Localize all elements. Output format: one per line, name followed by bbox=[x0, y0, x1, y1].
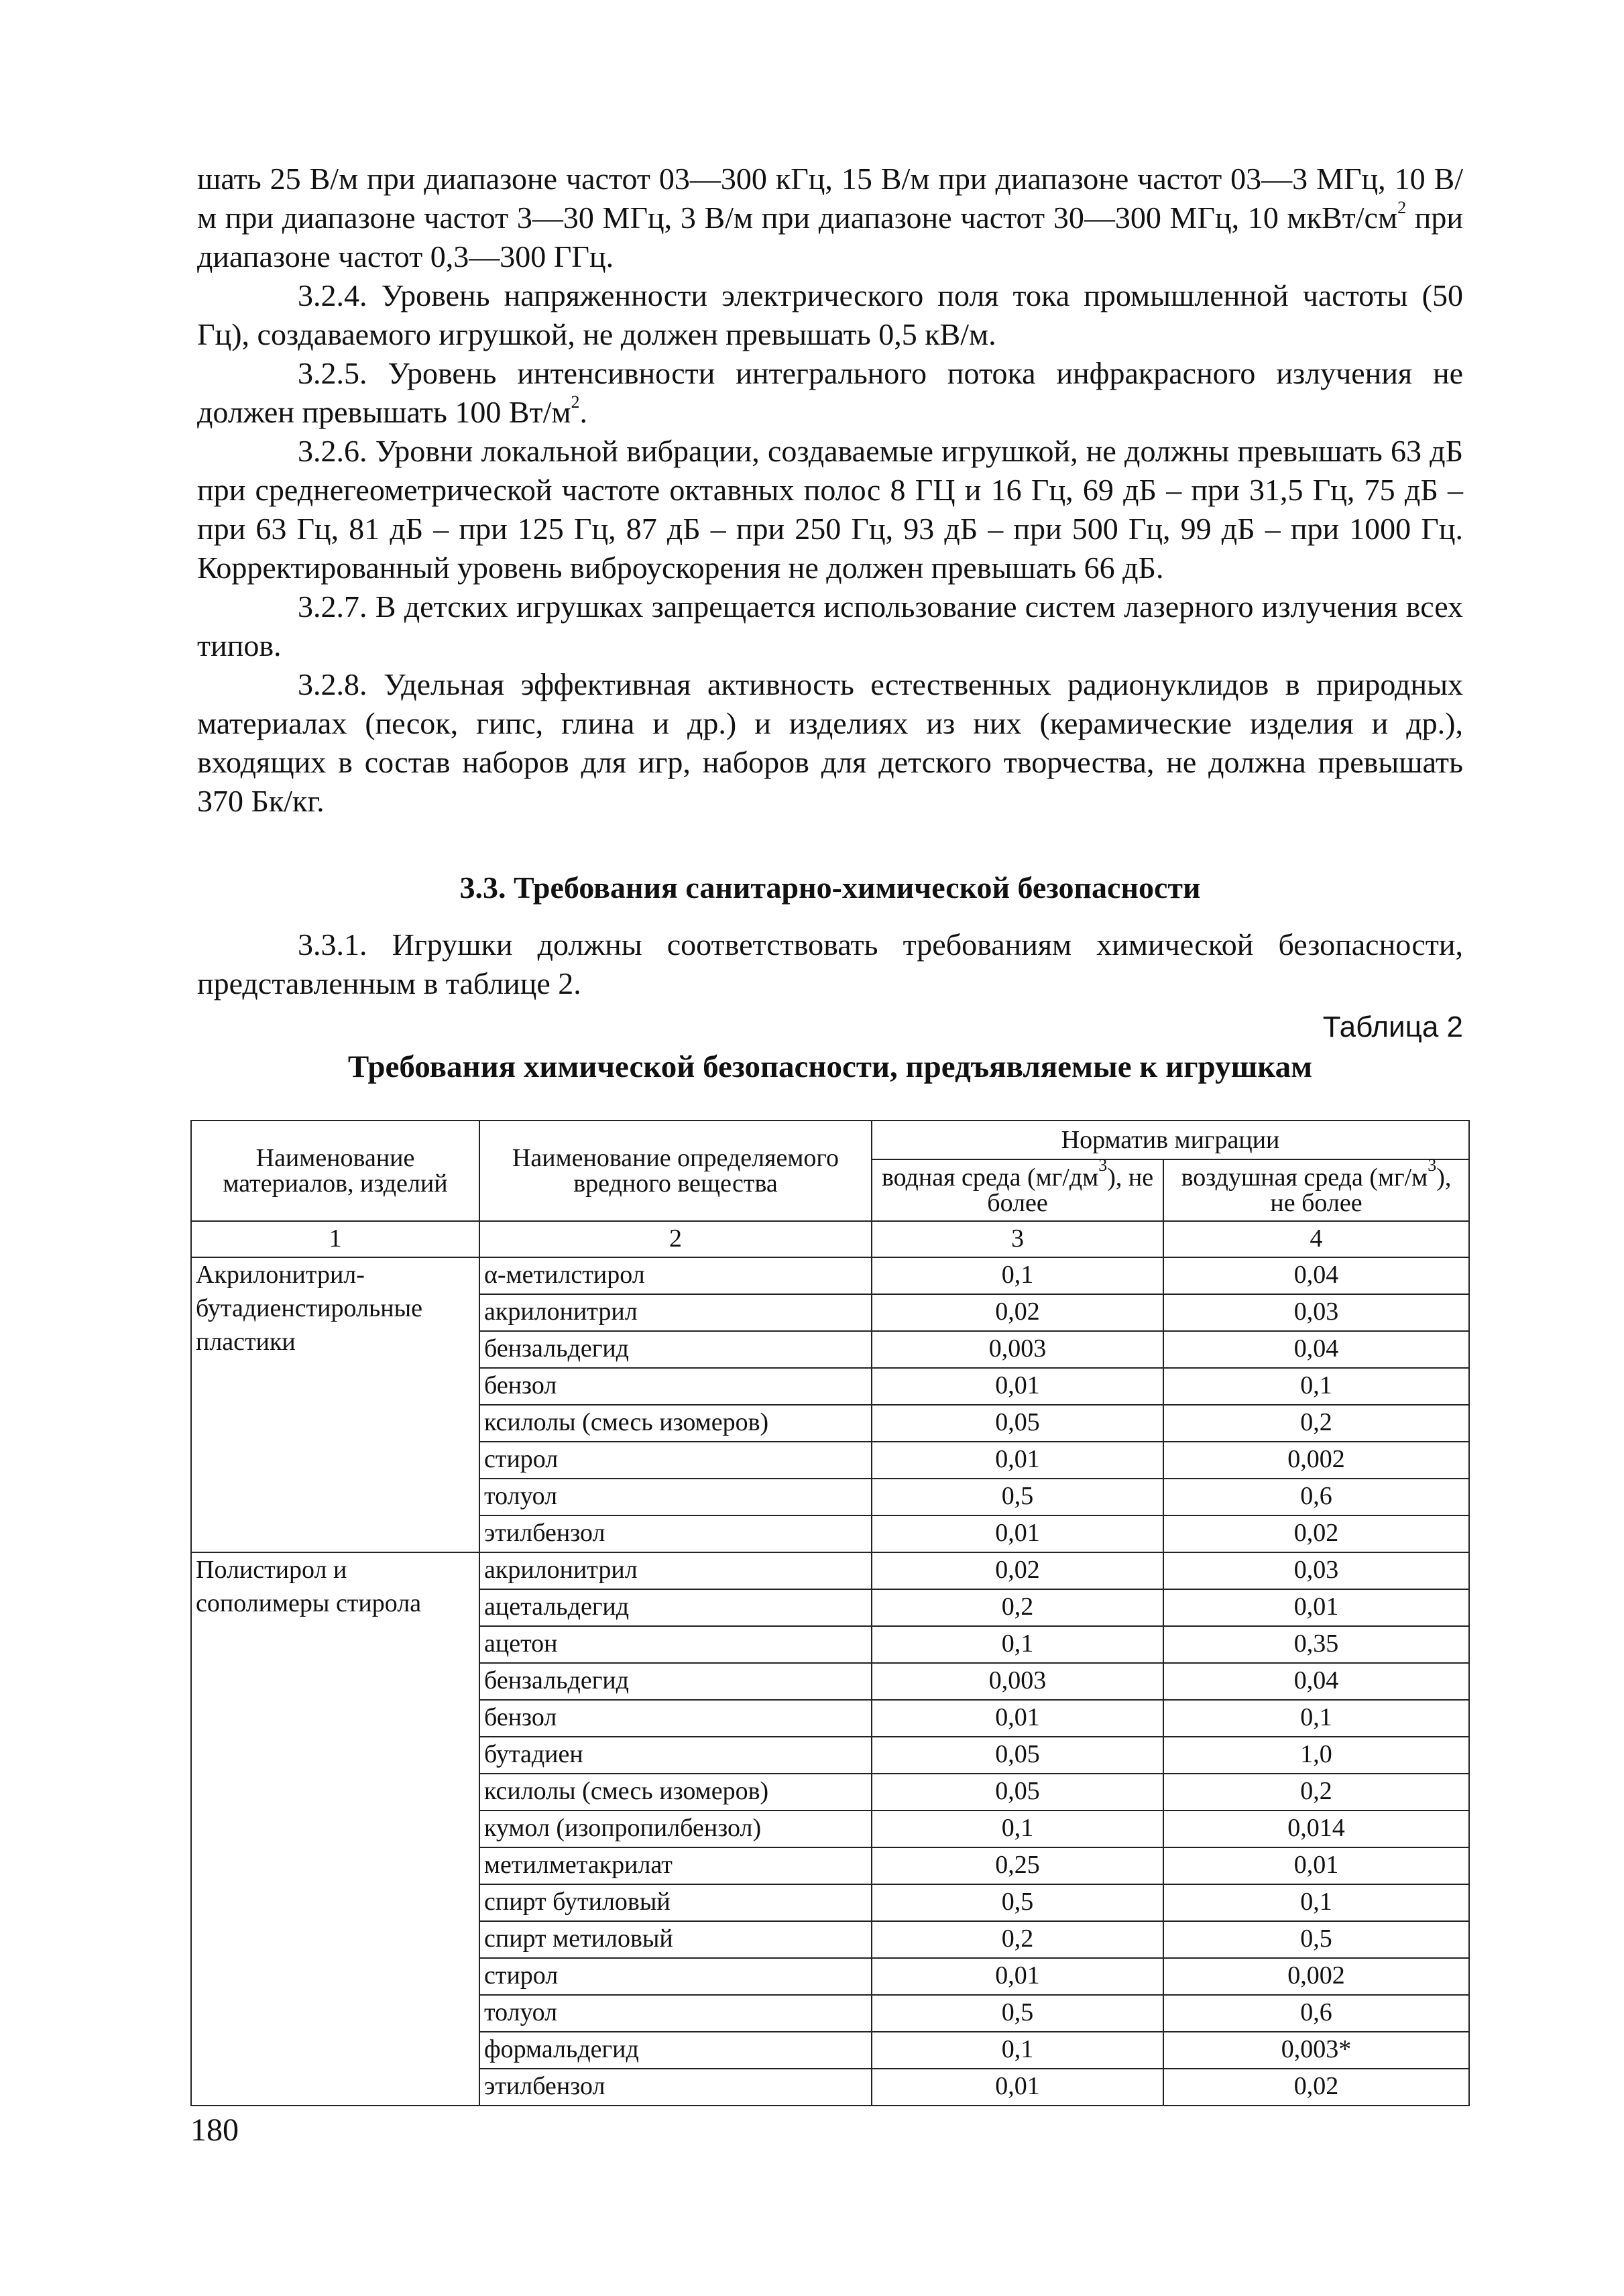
substance-cell: формальдегид bbox=[479, 2032, 872, 2069]
superscript: 3 bbox=[1428, 1155, 1437, 1175]
substance-cell: спирт бутиловый bbox=[479, 1884, 872, 1921]
water-norm-cell: 0,1 bbox=[872, 2032, 1163, 2069]
water-norm-cell: 0,003 bbox=[872, 1663, 1163, 1700]
header-text: водная среда (мг/дм bbox=[881, 1163, 1099, 1192]
header-air-medium bbox=[1163, 1155, 1469, 1221]
substance-cell: α-метилстирол bbox=[479, 1257, 872, 1294]
column-number: 3 bbox=[872, 1221, 1163, 1257]
table-row bbox=[191, 1257, 1469, 1294]
air-norm-cell: 0,6 bbox=[1163, 1479, 1469, 1515]
air-norm-cell: 0,002 bbox=[1163, 1442, 1469, 1479]
column-number: 1 bbox=[191, 1221, 479, 1257]
water-norm-cell: 0,1 bbox=[872, 1811, 1163, 1847]
substance-cell: бутадиен bbox=[479, 1737, 872, 1774]
substance-cell: толуол bbox=[479, 1479, 872, 1515]
substance-cell: ксилолы (смесь изомеров) bbox=[479, 1774, 872, 1811]
air-norm-cell: 0,35 bbox=[1163, 1626, 1469, 1663]
header-text: ), не более bbox=[987, 1163, 1154, 1217]
paragraph-text: . bbox=[579, 395, 588, 429]
air-norm-cell: 0,2 bbox=[1163, 1405, 1469, 1442]
table-title: Требования химической безопасности, предъявляемые к игрушкам bbox=[347, 1049, 1313, 1084]
air-norm-cell: 0,03 bbox=[1163, 1294, 1469, 1331]
paragraph-3-2-8: 3.2.8. Удельная эффективная активность естественных радионуклидов в природных материалах (песок, гипс, глина и др.) и изделиях из них (керамические изделия и др.), входящих в состав наборов для игр, наборов для детского творчества, не должна превышать 370 Бк/кг. bbox=[197, 667, 1463, 818]
paragraph-text: 3.2.5. Уровень интенсивности интегрального потока инфракрасного излучения не должен превышать 100 Вт/м bbox=[197, 356, 1463, 429]
water-norm-cell: 0,2 bbox=[872, 1589, 1163, 1626]
water-norm-cell: 0,1 bbox=[872, 1257, 1163, 1294]
substance-cell: этилбензол bbox=[479, 1515, 872, 1552]
air-norm-cell: 0,04 bbox=[1163, 1331, 1469, 1368]
substance-cell: ксилолы (смесь изомеров) bbox=[479, 1405, 872, 1442]
paragraph-continued bbox=[197, 160, 1463, 276]
water-norm-cell: 0,01 bbox=[872, 1442, 1163, 1479]
substance-cell: ацетальдегид bbox=[479, 1589, 872, 1626]
water-norm-cell: 0,02 bbox=[872, 1552, 1163, 1589]
header-substance: Наименование определяемого вредного вещества bbox=[479, 1121, 872, 1221]
column-number: 2 bbox=[479, 1221, 872, 1257]
water-norm-cell: 0,05 bbox=[872, 1737, 1163, 1774]
superscript: 3 bbox=[1098, 1155, 1108, 1175]
header-migration-norm: Норматив миграции bbox=[872, 1121, 1469, 1159]
air-norm-cell: 0,02 bbox=[1163, 1515, 1469, 1552]
paragraph-3-3-1: 3.3.1. Игрушки должны соответствовать требованиям химической безопасности, представленным в таблице 2. bbox=[197, 927, 1463, 1000]
water-norm-cell: 0,01 bbox=[872, 1700, 1163, 1737]
substance-cell: бензальдегид bbox=[479, 1331, 872, 1368]
air-norm-cell: 0,03 bbox=[1163, 1552, 1469, 1589]
paragraph-text: при диапазоне частот 0,3—300 ГГц. bbox=[197, 200, 1463, 274]
table-row bbox=[191, 1552, 1469, 1589]
superscript: 2 bbox=[1397, 198, 1407, 217]
water-norm-cell: 0,5 bbox=[872, 1479, 1163, 1515]
paragraph-3-2-5 bbox=[197, 354, 1463, 432]
air-norm-cell: 0,1 bbox=[1163, 1700, 1469, 1737]
air-norm-cell: 0,014 bbox=[1163, 1811, 1469, 1847]
air-norm-cell: 0,1 bbox=[1163, 1368, 1469, 1405]
table-label: Таблица 2 bbox=[1322, 1011, 1463, 1043]
substance-cell: бензол bbox=[479, 1368, 872, 1405]
air-norm-cell: 0,6 bbox=[1163, 1995, 1469, 2032]
paragraph-3-2-7: 3.2.7. В детских игрушках запрещается использование систем лазерного излучения всех типов. bbox=[197, 589, 1463, 663]
substance-cell: акрилонитрил bbox=[479, 1552, 872, 1589]
water-norm-cell: 0,1 bbox=[872, 1626, 1163, 1663]
section-title: 3.3. Требования санитарно-химической безопасности bbox=[459, 870, 1201, 905]
air-norm-cell: 0,003* bbox=[1163, 2032, 1469, 2069]
air-norm-cell: 0,04 bbox=[1163, 1257, 1469, 1294]
water-norm-cell: 0,25 bbox=[872, 1847, 1163, 1884]
superscript: 2 bbox=[571, 392, 580, 412]
air-norm-cell: 0,01 bbox=[1163, 1589, 1469, 1626]
substance-cell: акрилонитрил bbox=[479, 1294, 872, 1331]
header-text: ), не более bbox=[1270, 1163, 1452, 1217]
air-norm-cell: 0,04 bbox=[1163, 1663, 1469, 1700]
material-cell: Акрилонитрил-бутадиенстирольные пластики bbox=[191, 1257, 479, 1552]
header-text: воздушная среда (мг/м bbox=[1181, 1163, 1428, 1192]
air-norm-cell: 0,002 bbox=[1163, 1958, 1469, 1995]
material-cell: Полистирол и сополимеры стирола bbox=[191, 1552, 479, 2106]
paragraph-3-2-6: 3.2.6. Уровни локальной вибрации, создаваемые игрушкой, не должны превышать 63 дБ при среднегеометрической частоте октавных полос 8 ГЦ и 16 Гц, 69 дБ – при 31,5 Гц, 75 дБ – при 63 Гц, 81 дБ – при 125 Гц, 87 дБ – при 250 Гц, 93 дБ – при 500 Гц, 99 дБ – при 1000 Гц. Корректированный уровень виброускорения не должен превышать 66 дБ. bbox=[197, 434, 1463, 585]
water-norm-cell: 0,003 bbox=[872, 1331, 1163, 1368]
air-norm-cell: 0,5 bbox=[1163, 1921, 1469, 1958]
water-norm-cell: 0,01 bbox=[872, 1515, 1163, 1552]
section-body bbox=[197, 925, 1463, 1003]
water-norm-cell: 0,2 bbox=[872, 1921, 1163, 1958]
air-norm-cell: 0,1 bbox=[1163, 1884, 1469, 1921]
body-text bbox=[197, 160, 1463, 821]
substance-cell: спирт метиловый bbox=[479, 1921, 872, 1958]
water-norm-cell: 0,05 bbox=[872, 1405, 1163, 1442]
water-norm-cell: 0,5 bbox=[872, 1884, 1163, 1921]
chemical-requirements-table bbox=[190, 1120, 1470, 2106]
water-norm-cell: 0,05 bbox=[872, 1774, 1163, 1811]
substance-cell: толуол bbox=[479, 1995, 872, 2032]
water-norm-cell: 0,5 bbox=[872, 1995, 1163, 2032]
air-norm-cell: 0,01 bbox=[1163, 1847, 1469, 1884]
paragraph-3-2-4: 3.2.4. Уровень напряженности электрического поля тока промышленной частоты (50 Гц), создаваемого игрушкой, не должен превышать 0,5 кВ/м. bbox=[197, 278, 1463, 351]
substance-cell: бензол bbox=[479, 1700, 872, 1737]
substance-cell: стирол bbox=[479, 1958, 872, 1995]
page-number: 180 bbox=[190, 2112, 239, 2148]
water-norm-cell: 0,01 bbox=[872, 1368, 1163, 1405]
table-body bbox=[191, 1257, 1469, 2106]
air-norm-cell: 1,0 bbox=[1163, 1737, 1469, 1774]
substance-cell: ацетон bbox=[479, 1626, 872, 1663]
water-norm-cell: 0,01 bbox=[872, 2069, 1163, 2106]
substance-cell: бензальдегид bbox=[479, 1663, 872, 1700]
water-norm-cell: 0,01 bbox=[872, 1958, 1163, 1995]
substance-cell: стирол bbox=[479, 1442, 872, 1479]
paragraph-text: шать 25 В/м при диапазоне частот 03—300 кГц, 15 В/м при диапазоне частот 03—3 МГц, 10 В/м при диапазоне частот 3—30 МГц, 3 В/м при диапазоне частот 30—300 МГц, 10 мкВт/см bbox=[197, 162, 1463, 235]
substance-cell: кумол (изопропилбензол) bbox=[479, 1811, 872, 1847]
air-norm-cell: 0,02 bbox=[1163, 2069, 1469, 2106]
substance-cell: метилметакрилат bbox=[479, 1847, 872, 1884]
water-norm-cell: 0,02 bbox=[872, 1294, 1163, 1331]
substance-cell: этилбензол bbox=[479, 2069, 872, 2106]
header-water-medium bbox=[872, 1155, 1163, 1221]
header-materials: Наименование материалов, изделий bbox=[191, 1121, 479, 1221]
air-norm-cell: 0,2 bbox=[1163, 1774, 1469, 1811]
column-number: 4 bbox=[1163, 1221, 1469, 1257]
